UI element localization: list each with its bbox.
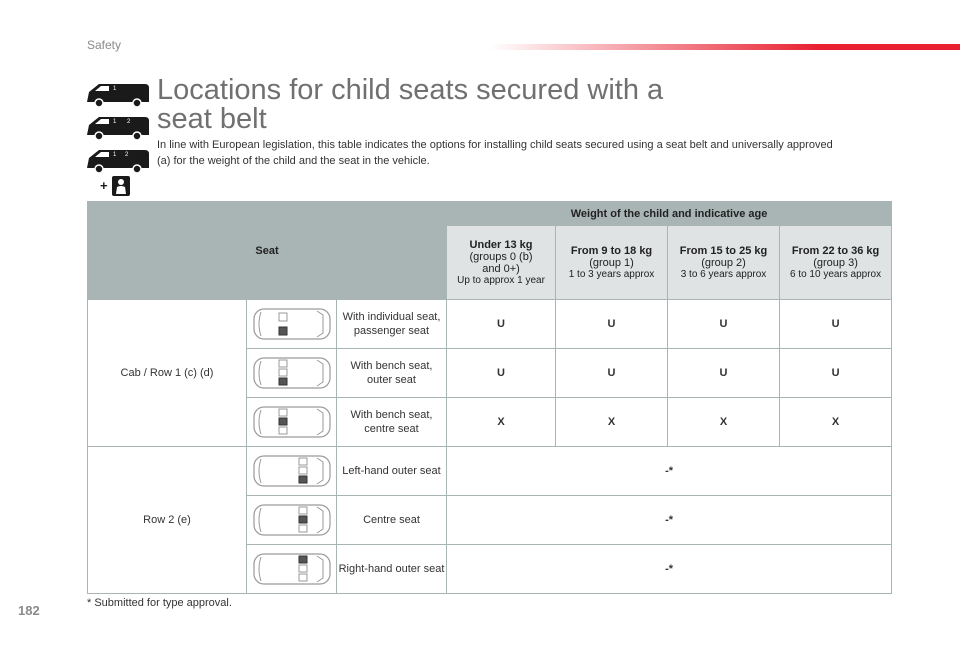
seat-value: U xyxy=(780,349,892,398)
child-seat-table xyxy=(87,201,892,594)
weight-column-3: From 22 to 36 kg (group 3) 6 to 10 years approx xyxy=(780,226,892,300)
seat-value: -* xyxy=(447,545,892,594)
seat-description: With bench seat, outer seat xyxy=(337,349,447,398)
intro-text: In line with European legislation, this table indicates the options for installing child seats secured using a seat belt and universally approved (a) for the weight of the child and the seat in the vehicle. xyxy=(157,139,833,167)
seat-description: With individual seat, passenger seat xyxy=(337,300,447,349)
seat-value: X xyxy=(447,398,556,447)
seat-header: Seat xyxy=(88,202,447,300)
van-2-seat-rows-icon xyxy=(85,113,151,141)
car-diagram xyxy=(247,300,337,349)
car-top-view-icon xyxy=(251,355,333,391)
child-seat-icon xyxy=(99,175,133,197)
car-top-view-icon xyxy=(251,502,333,538)
seat-value: U xyxy=(556,349,668,398)
seat-value: -* xyxy=(447,447,892,496)
seat-description: Right-hand outer seat xyxy=(337,545,447,594)
weight-column-0: Under 13 kg (groups 0 (b) and 0+) Up to approx 1 year xyxy=(447,226,556,300)
car-top-view-icon xyxy=(251,306,333,342)
car-diagram xyxy=(247,496,337,545)
table-row xyxy=(88,447,892,496)
table-row xyxy=(88,300,892,349)
seat-value: U xyxy=(556,300,668,349)
page-number: 182 xyxy=(18,603,40,618)
seat-value: U xyxy=(447,349,556,398)
seat-value: X xyxy=(668,398,780,447)
seat-description: Left-hand outer seat xyxy=(337,447,447,496)
weight-column-1: From 9 to 18 kg (group 1) 1 to 3 years approx xyxy=(556,226,668,300)
car-top-view-icon xyxy=(251,404,333,440)
page-title: Locations for child seats secured with a seat belt xyxy=(157,74,664,135)
seat-value: -* xyxy=(447,496,892,545)
car-diagram xyxy=(247,349,337,398)
row-2-label: Row 2 (e) xyxy=(88,447,247,594)
seat-value: U xyxy=(447,300,556,349)
seat-value: U xyxy=(780,300,892,349)
svg-text:1: 1 xyxy=(113,152,117,158)
car-top-view-icon xyxy=(251,453,333,489)
van-1-seat-row-icon xyxy=(85,80,151,108)
svg-text:2: 2 xyxy=(125,152,129,158)
seat-description: Centre seat xyxy=(337,496,447,545)
car-top-view-icon xyxy=(251,551,333,587)
section-label: Safety xyxy=(87,38,122,52)
weight-header: Weight of the child and indicative age xyxy=(447,202,892,226)
svg-text:2: 2 xyxy=(127,119,131,125)
svg-text:1: 1 xyxy=(113,119,117,125)
weight-column-2: From 15 to 25 kg (group 2) 3 to 6 years approx xyxy=(668,226,780,300)
seat-description: With bench seat, centre seat xyxy=(337,398,447,447)
svg-text:1: 1 xyxy=(113,86,117,92)
car-diagram xyxy=(247,447,337,496)
svg-text:+: + xyxy=(100,178,108,193)
car-diagram xyxy=(247,545,337,594)
cab-row-1-label: Cab / Row 1 (c) (d) xyxy=(88,300,247,447)
van-3-seat-rows-icon xyxy=(85,146,151,174)
seat-value: U xyxy=(668,300,780,349)
seat-value: X xyxy=(780,398,892,447)
header-accent-bar xyxy=(490,44,960,50)
seat-value: X xyxy=(556,398,668,447)
footnote: * Submitted for type approval. xyxy=(87,597,232,609)
car-diagram xyxy=(247,398,337,447)
seat-value: U xyxy=(668,349,780,398)
